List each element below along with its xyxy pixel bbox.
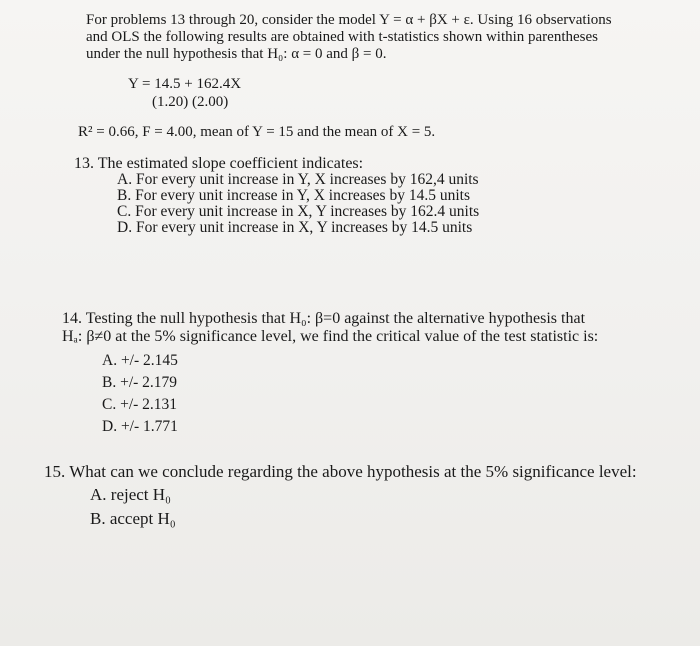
question-13-option-c: C. For every unit increase in X, Y increases by 162.4 units xyxy=(117,203,480,220)
summary-statistics: R² = 0.66, F = 4.00, mean of Y = 15 and the mean of X = 5. xyxy=(78,124,436,140)
question-14-option-c: C. +/- 2.131 xyxy=(102,396,178,413)
intro-line-3: under the null hypothesis that H₀: α = 0 and β = 0. xyxy=(86,46,387,62)
question-14-stem-line-2: Hₐ: β≠0 at the 5% significance level, we find the critical value of the test statistic is: xyxy=(62,328,599,345)
question-13-option-d: D. For every unit increase in X, Y increases by 14.5 units xyxy=(117,219,473,236)
question-14-option-d: D. +/- 1.771 xyxy=(102,418,178,435)
question-14-option-b: B. +/- 2.179 xyxy=(102,374,178,391)
question-15-option-a: A. reject H₀ xyxy=(90,485,171,504)
question-13-option-a: A. For every unit increase in Y, X increases by 162,4 units xyxy=(117,171,479,188)
question-13-option-b: B. For every unit increase in Y, X increases by 14.5 units xyxy=(117,187,470,204)
intro-line-1: For problems 13 through 20, consider the model Y = α + βX + ε. Using 16 observations xyxy=(86,12,612,28)
intro-line-2: and OLS the following results are obtained with t-statistics shown within parentheses xyxy=(86,29,598,45)
question-14-stem-line-1: 14. Testing the null hypothesis that H₀: β=0 against the alternative hypothesis that xyxy=(62,310,586,327)
regression-equation: Y = 14.5 + 162.4X xyxy=(128,76,242,92)
question-15-stem: 15. What can we conclude regarding the above hypothesis at the 5% significance level: xyxy=(44,462,637,481)
question-13-stem: 13. The estimated slope coefficient indicates: xyxy=(74,155,364,172)
t-statistics: (1.20) (2.00) xyxy=(152,94,229,110)
question-15-option-b: B. accept H₀ xyxy=(90,509,176,528)
question-14-option-a: A. +/- 2.145 xyxy=(102,352,178,369)
